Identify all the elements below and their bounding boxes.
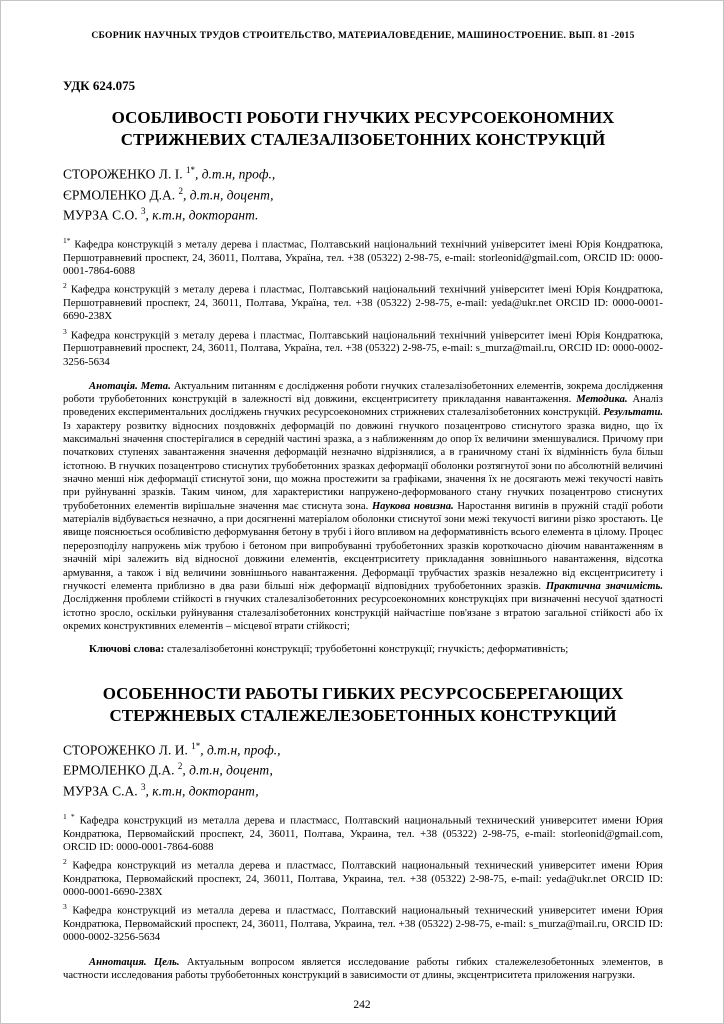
- page-number: 242: [353, 999, 371, 1011]
- affiliation: [63, 281, 663, 323]
- abstract-label: Анотація. Мета.: [89, 380, 171, 392]
- affiliation-text: Кафедра конструкцій з металу дерева і пластмас, Полтавський національний технічний університет імені Юрія Кондратюка, Першотравневий проспект, 24, 36011, Полтава, Україна, тел. +38 (05322) 2-98-75, e-mail: s_murza@mail.ru, ORCID ID: 0000-0002-3256-5634: [63, 329, 663, 368]
- author-role: , к.т.н, докторант.: [145, 207, 259, 223]
- authors-ua: [63, 164, 663, 225]
- author-line: [63, 205, 663, 225]
- running-header: СБОРНИК НАУЧНЫХ ТРУДОВ СТРОИТЕЛЬСТВО, МАТЕРИАЛОВЕДЕНИЕ, МАШИНОСТРОЕНИЕ. ВЫП. 81 -2015: [91, 31, 635, 41]
- author-name: ЄРМОЛЕНКО Д.А.: [63, 187, 176, 203]
- abstract-text: Аналіз проведених експериментальних досліджень гнучких ресурсоекономних стрижневих сталезалізобетонних конструкцій.: [63, 394, 663, 419]
- author-line: [63, 185, 663, 205]
- author-line: [63, 781, 663, 801]
- author-role: , к.т.н, докторант,: [145, 783, 259, 799]
- abstract-text: Дослідження проблеми стійкості в гнучких сталезалізобетонних ресурсоекономних конструкціях при визначенні несучої здатності істотно зросло, оскільки руйнування сталезалізобетонних конструкцій найчастіше пов'язане з втратою загальної стійкості або їх окремих конструктивних елементів – місцевої втрати стійкості;: [63, 594, 663, 632]
- author-superscript: 2: [177, 761, 183, 772]
- author-line: [63, 164, 663, 184]
- affiliation-superscript: 3: [63, 326, 67, 336]
- abstract-label: Аннотация. Цель.: [89, 956, 180, 968]
- affiliation: [63, 236, 663, 278]
- author-name: ЕРМОЛЕНКО Д.А.: [63, 762, 175, 778]
- abstract-label: Практична значимість.: [545, 580, 663, 592]
- abstract-label: Методика.: [576, 394, 628, 406]
- author-superscript: 3: [141, 781, 146, 792]
- abstract-text: Актуальним питанням є дослідження роботи гнучких сталезалізобетонних елементів, зокрема дослідження роботи трубобетонних конструкцій в залежності від довжини, ексцентриситету прикладання навантаження.: [63, 380, 663, 406]
- author-name: МУРЗА С.О.: [63, 207, 138, 223]
- affiliation: [63, 812, 663, 854]
- authors-ru: [63, 740, 663, 801]
- affiliation: [63, 857, 663, 899]
- author-name: СТОРОЖЕНКО Л. И.: [63, 742, 188, 758]
- affiliation-superscript: 1*: [63, 236, 71, 246]
- affiliation-superscript: 3: [63, 902, 67, 912]
- keywords-label: Ключові слова:: [89, 643, 165, 656]
- abstract-text: Актуальным вопросом является исследование работы гибких сталежелезобетонных элементов, в частности исследования работы трубобетонных конструкций в зависимости от длины, эксцентриситета приложения нагрузки.: [63, 956, 663, 981]
- author-line: [63, 740, 663, 760]
- author-name: МУРЗА С.А.: [63, 783, 138, 799]
- keywords-ua: [63, 643, 663, 657]
- abstract-text: Наростання вигинів в пружній стадії роботи матеріалів відбувається незначно, а при досягненні матеріалом оболонки стиснутої зони межі текучості вигини різко зростають. Це явище пояснюється особливістю деформування бетону в трубі і його впливом на деформативність всього елемента в цілому. Процес перерозподілу напружень між трубою і бетоном при випробуванні трубобетонних зразків короткочасно діючим навантаженням в значній мірі залежить від відносної довжини елементів, ексцентриситету прикладання зовнішнього навантаження, відсотка армування, а також і від величини зовнішнього навантаження. Деформації трубчастих зразків незалежно від ексцентриситету і гнучкості елемента приблизно в два рази більші ніж деформації відповідних трубобетонних зразків.: [63, 500, 663, 592]
- abstract-label: Результати.: [603, 407, 663, 419]
- author-role: , д.т.н, проф.,: [194, 166, 276, 182]
- affiliation-superscript: 2: [63, 281, 67, 291]
- affiliation-text: Кафедра конструкций из металла дерева и пластмасс, Полтавский национальный технический университет имени Юрия Кондратюка, Первомайский проспект, 24, 36011, Полтава, Украина, тел. +38 (05322) 2-98-75, e-mail: yeda@ukr.net ORCID ID: 0000-0001-6690-238X: [63, 859, 663, 899]
- abstract-text: Із характеру розвитку відносних поздовжніх деформацій по довжині гнучкого позацентрово стиснутого зразка видно, що їх максимальні значення спостерігалися в середній частині зразка, а з наближенням до опор їх величини зменшувалися. Причому при початкових ступенях завантаження значення деформацій незначно відрізнялися, а в граничному стані їх відмінність була більш істотною. В гнучких позацентрово стиснутих трубобетонних зразках деформації оболонки розтягнутої зони по абсолютній величині значно менші ніж деформації стиснутої зони, що можна простежити за графіками, значення їх не досягають межі текучості навіть при руйнуванні зразків. Таким чином, для характеристики напружено-деформованого стану гнучких позацентрово стиснутих трубобетонних елементів вирішальне значення має стиснута зона.: [63, 420, 663, 512]
- affiliation-text: Кафедра конструкцій з металу дерева і пластмас, Полтавський національний технічний університет імені Юрія Кондратюка, Першотравневий проспект, 24, 36011, Полтава, Україна, тел. +38 (05322) 2-98-75, e-mail: yeda@ukr.net ORCID ID: 0000-0001-6690-238X: [63, 284, 663, 323]
- paper-title-ru: ОСОБЕННОСТИ РАБОТЫ ГИБКИХ РЕСУРСОСБЕРЕГАЮЩИХ СТЕРЖНЕВЫХ СТАЛЕЖЕЛЕЗОБЕТОННЫХ КОНСТРУКЦИЙ: [102, 683, 624, 725]
- author-superscript: 1*: [191, 741, 201, 751]
- keywords-text: сталезалізобетонні конструкції; трубобетонні конструкції; гнучкість; деформативність;: [164, 643, 569, 656]
- udc-code: УДК 624.075: [63, 78, 136, 93]
- author-superscript: 2: [178, 185, 184, 196]
- abstract-label: Наукова новизна.: [371, 500, 454, 512]
- paper-title-ua: ОСОБЛИВОСТІ РОБОТИ ГНУЧКИХ РЕСУРСОЕКОНОМНИХ СТРИЖНЕВИХ СТАЛЕЗАЛІЗОБЕТОННИХ КОНСТРУКЦІЙ: [111, 108, 615, 150]
- affiliation-superscript: 2: [63, 857, 67, 867]
- affiliations-ru: [63, 812, 663, 944]
- author-role: , д.т.н, доцент,: [183, 187, 274, 203]
- author-superscript: 3: [141, 205, 146, 216]
- affiliation: [63, 327, 663, 369]
- affiliation-text: Кафедра конструкцій з металу дерева і пластмас, Полтавський національний технічний університет імені Юрія Кондратюка, Першотравневий проспект, 24, 36011, Полтава, Україна, тел. +38 (05322) 2-98-75, e-mail: storleonid@gmail.com, ORCID ID: 0000-0001-7864-6088: [63, 238, 663, 278]
- affiliation-superscript: 1 *: [63, 812, 75, 822]
- author-line: [63, 760, 663, 780]
- author-name: СТОРОЖЕНКО Л. І.: [63, 166, 183, 182]
- abstract-ru: [63, 956, 663, 983]
- affiliation: [63, 902, 663, 944]
- affiliation-text: Кафедра конструкций из металла дерева и пластмасс, Полтавский национальный технический университет имени Юрия Кондратюка, Первомайский проспект, 24, 36011, Полтава, Украина, тел. +38 (05322) 2-98-75, e-mail: s_murza@mail.ru, ORCID ID: 0000-0002-3256-5634: [63, 904, 663, 944]
- author-superscript: 1*: [185, 165, 195, 176]
- affiliations-ua: [63, 236, 663, 368]
- abstract-ua: [63, 380, 663, 634]
- author-role: , д.т.н, проф.,: [200, 742, 281, 758]
- affiliation-text: Кафедра конструкций из металла дерева и пластмасс, Полтавский национальный технический университет имени Юрия Кондратюка, Первомайский проспект, 24, 36011, Полтава, Украина, тел. +38 (05322) 2-98-75, e-mail: storleonid@gmail.com, ORCID ID: 0000-0001-7864-6088: [63, 814, 663, 854]
- author-role: , д.т.н, доцент,: [182, 762, 273, 778]
